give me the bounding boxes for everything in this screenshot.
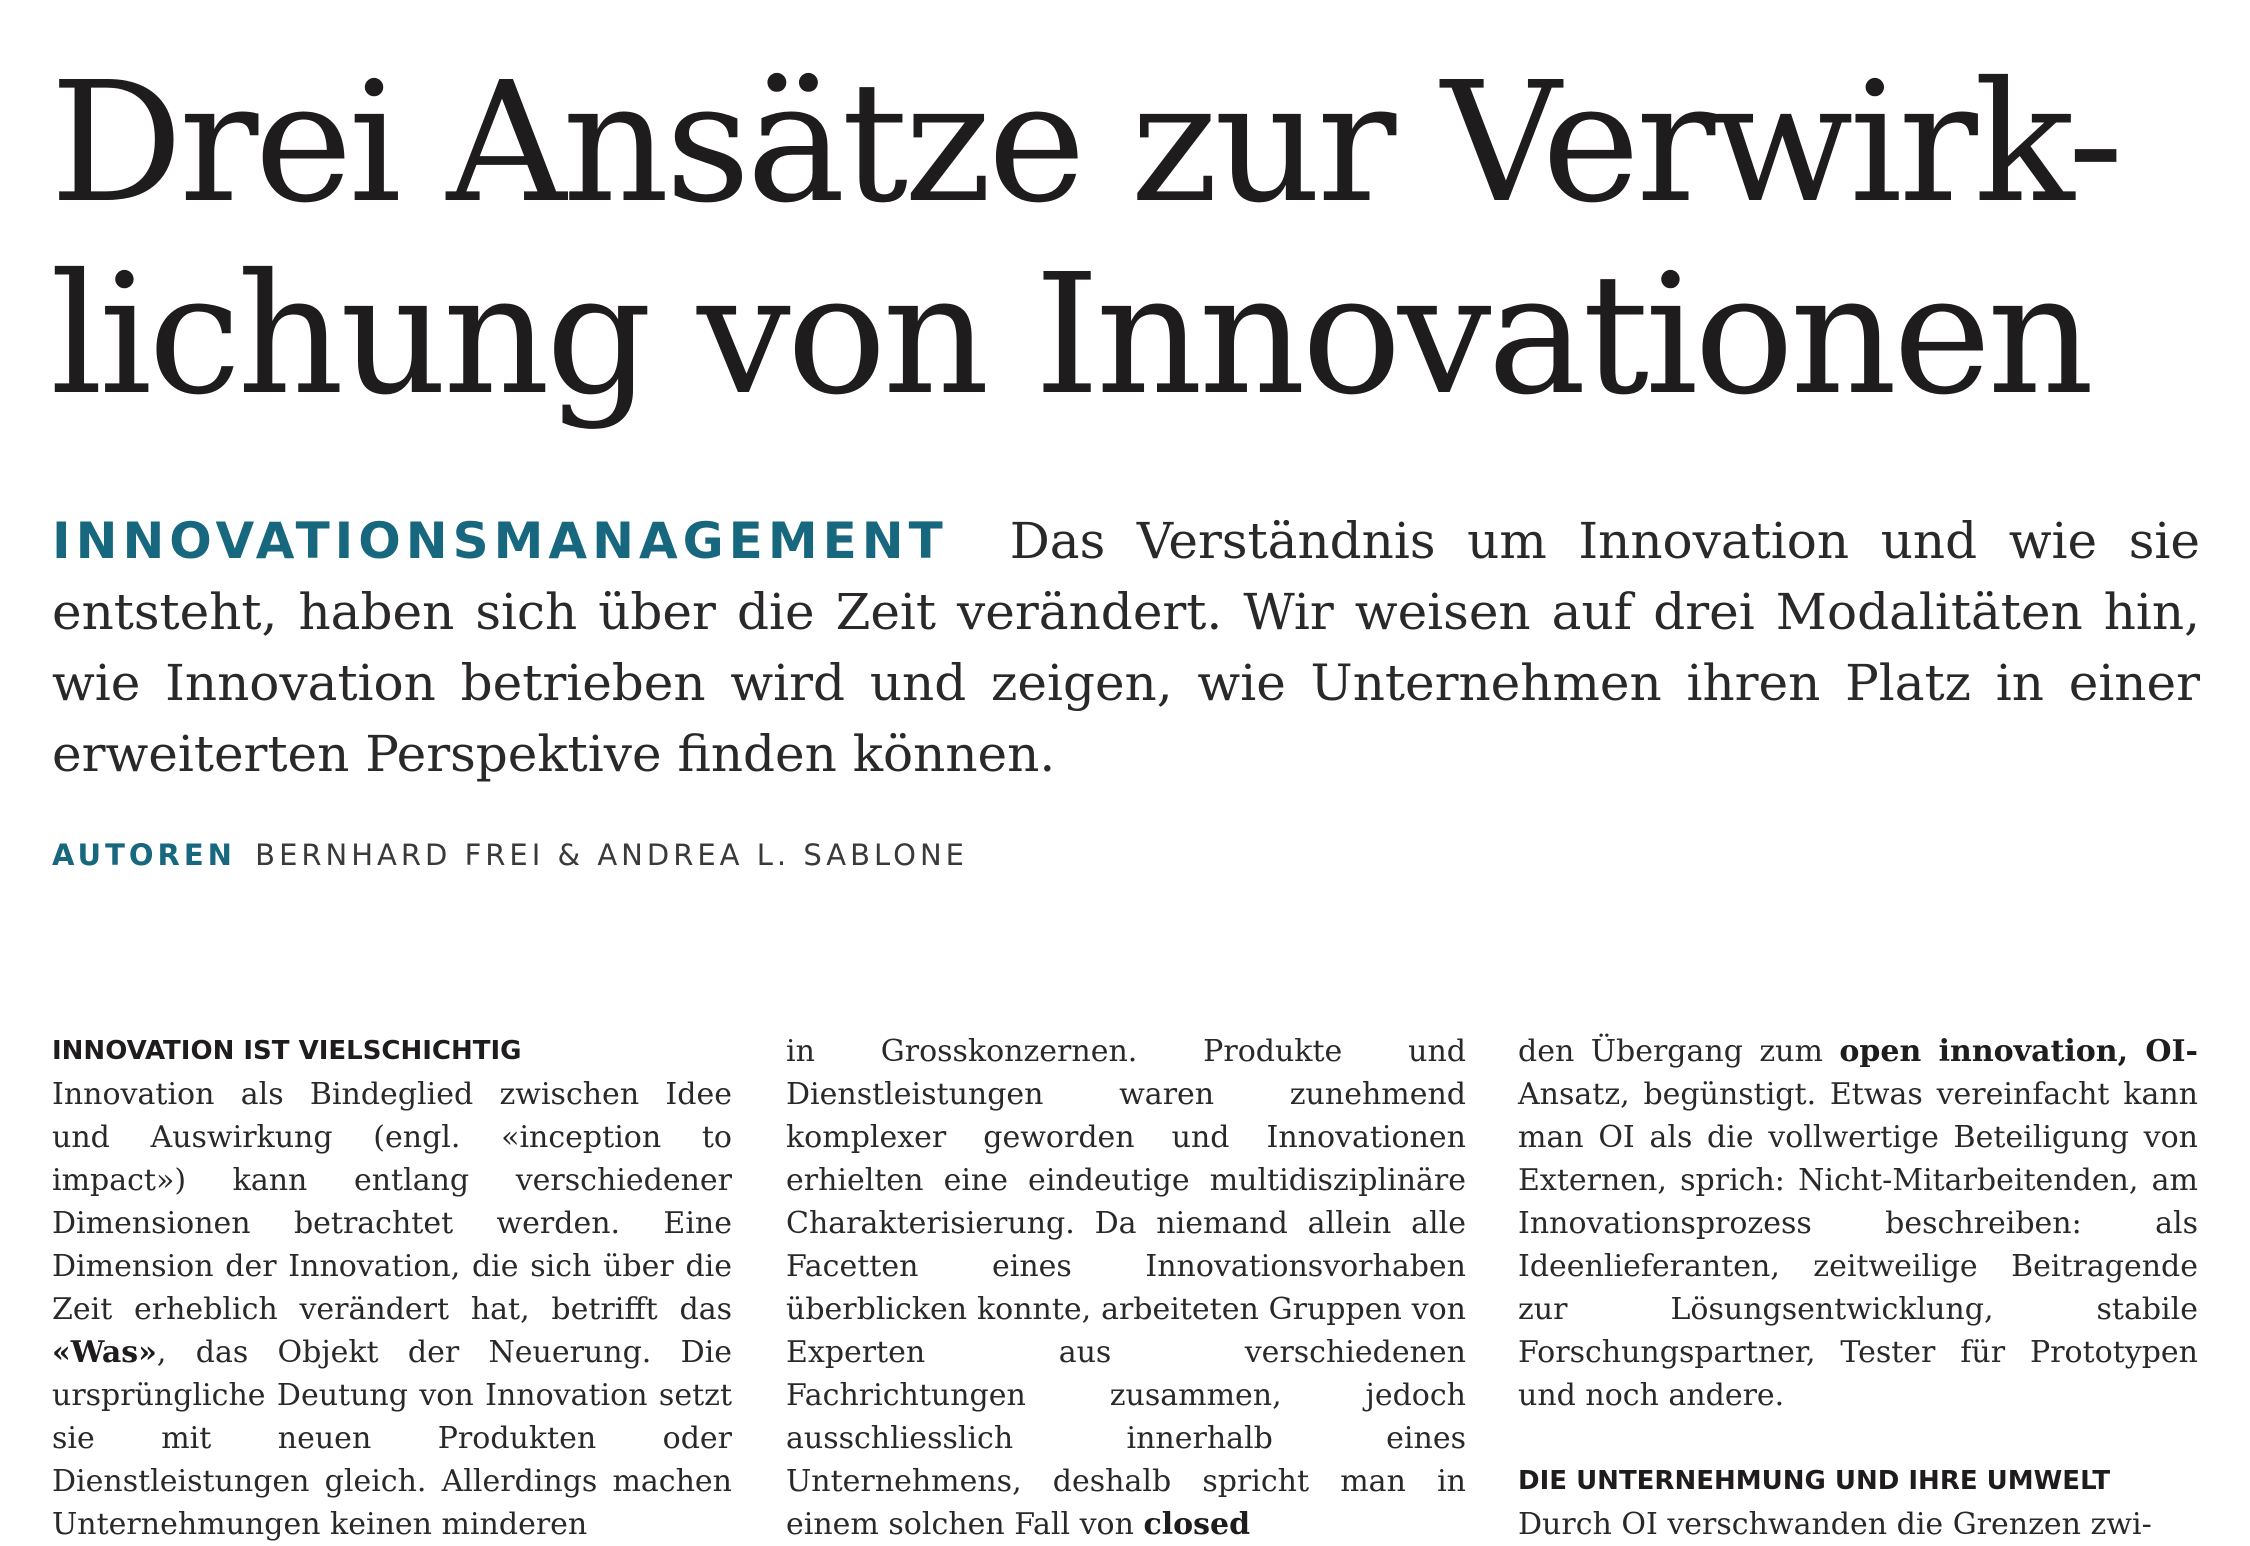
section-heading: DIE UNTERNEHMUNG UND IHRE UMWELT — [1518, 1466, 2111, 1496]
lead-text: Das Verständnis um Innovation und wie sie entsteht, haben sich über die Zeit verändert. Wir weisen auf drei Modalitäten hin, wie Innovation betrieben wird und zeigen, wie Unternehmen ihren Platz in einer erweiterten Perspektive finden können. — [52, 512, 2200, 783]
body-text: Ansatz, begünstigt. Etwas vereinfacht kann man OI als die vollwertige Beteiligung von Externen, sprich: Nicht-Mitarbeitenden, am Innovationsprozess beschreiben: als Ideenlieferanten, zeitweilige Beitragende zur Lösungsentwicklung, stabile Forschungspartner, Tester für Prototypen und noch andere. — [1518, 1077, 2198, 1413]
byline — [52, 838, 968, 872]
emphasis-text: «Was» — [52, 1335, 157, 1370]
body-text: , das Objekt der Neuerung. Die ursprüngliche Deutung von Innovation setzt sie mit neuen Produkten oder Dienstleistungen gleich. Allerdings machen Unternehmungen keinen minderen — [52, 1335, 732, 1542]
body-paragraph — [786, 1030, 1466, 1546]
body-paragraph — [52, 1073, 732, 1546]
emphasis-text: open innovation, OI- — [1839, 1034, 2198, 1069]
body-text: Innovation als Bindeglied zwischen Idee und Auswirkung (engl. «inception to impact») kann entlang verschiedener Dimensionen betrachtet werden. Eine Dimension der Innovation, die sich über die Zeit erheblich verändert hat, betrifft das — [52, 1077, 732, 1327]
body-paragraph — [1518, 1030, 2198, 1417]
body-column-3 — [1518, 1030, 2198, 1546]
body-text: den Übergang zum — [1518, 1034, 1840, 1069]
article-headline — [50, 48, 2200, 432]
lead-paragraph — [52, 506, 2200, 790]
body-text: Durch OI verschwanden die Grenzen zwi- — [1518, 1507, 2152, 1542]
byline-authors: BERNHARD FREI & ANDREA L. SABLONE — [255, 838, 968, 872]
paragraph-spacer — [1518, 1417, 2198, 1460]
section-heading: INNOVATION IST VIELSCHICHTIG — [52, 1036, 522, 1066]
byline-label: AUTOREN — [52, 838, 236, 872]
body-column-1 — [52, 1030, 732, 1546]
rubric-label: INNOVATIONSMANAGEMENT — [52, 512, 948, 570]
body-paragraph — [1518, 1503, 2198, 1546]
headline-line-2: lichung von Innovationen — [50, 239, 2091, 432]
headline-line-1: Drei Ansätze zur Verwirk- — [50, 47, 2120, 240]
body-text: in Grosskonzernen. Produkte und Dienstleistungen waren zunehmend komplexer geworden und Innovationen erhielten eine eindeutige multidisziplinäre Charakterisierung. Da niemand allein alle Facetten eines Innovationsvorhaben überblicken konnte, arbeiteten Gruppen von Experten aus verschiedenen Fachrichtungen zusammen, jedoch ausschliesslich innerhalb eines Unternehmens, deshalb spricht man in einem solchen Fall von — [786, 1034, 1466, 1542]
body-column-2 — [786, 1030, 1466, 1546]
emphasis-text: closed — [1143, 1507, 1251, 1542]
